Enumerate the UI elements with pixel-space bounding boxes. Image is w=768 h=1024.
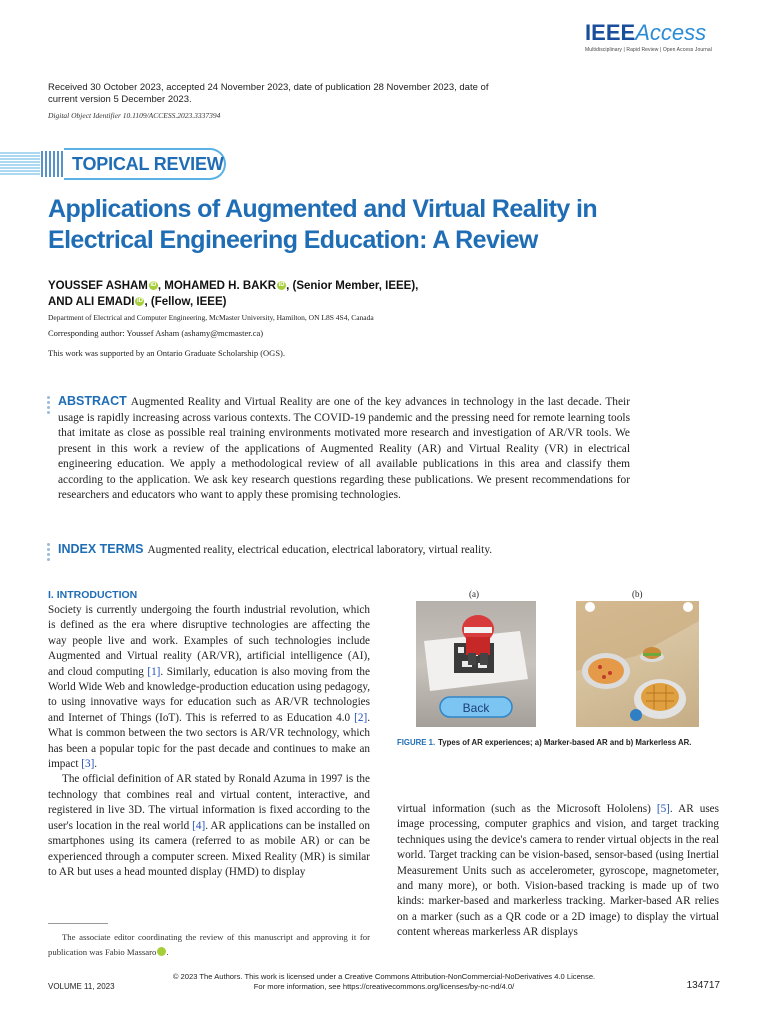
abstract-label: ABSTRACT	[58, 394, 127, 408]
figure-label-a: (a)	[469, 589, 479, 599]
left-column	[48, 603, 370, 880]
orcid-icon[interactable]: iD	[150, 282, 157, 288]
right-column: virtual information (such as the Microsoft Hololens) [5]. AR uses image processing, computer graphics and vision, and target tracking techniques using the device's camera to render virtual objects in the real world. Target tracking can be vision-based, sensor-based (using Inertial Measurement Units such as accelerometer, gyroscope, magnetometer, and many more), or both. Vision-based tracking is made up of two kinds: marker-based and markerless tracking. Marker-based AR relies on a marker (such as a QR code or a 2D image) to display the virtual content whereas markerless AR displays	[397, 803, 719, 939]
journal-logo	[585, 22, 712, 53]
abstract	[58, 394, 630, 504]
paragraph: Society is currently undergoing the fourth industrial revolution, which is defined as the era where disruptive technologies are affecting the way people live and work. Examples of such technologies include Augmented and Virtual reality (AR/VR), artificial intelligence (AI), and cloud computing [1]. Similarly, education is also moving from the World Wide Web and knowledge-production education using pedagogy, to using innovative ways for education such as AR/VR technologies and Internet of Things (IoT). This is referred to as Education 4.0 [2]. What is common between the two sectors is AR/VR technology, which has been a popular topic for the past decade and continues to make an impact [3].	[48, 604, 370, 771]
corresponding-author: Corresponding author: Youssef Asham (ashamy@mcmaster.ca)	[48, 328, 264, 338]
index-terms	[58, 542, 658, 558]
license-text: © 2023 The Authors. This work is licensed under a Creative Commons Attribution-NonCommercial-NoDerivatives 4.0 License.	[172, 972, 596, 981]
paper-title: Applications of Augmented and Virtual Reality in Electrical Engineering Education: A Review	[48, 195, 598, 254]
section-heading: I. INTRODUCTION	[48, 589, 138, 601]
author-2-note: , (Senior Member, IEEE),	[286, 280, 419, 292]
article-type: TOPICAL REVIEW	[72, 154, 224, 174]
author-3-note: , (Fellow, IEEE)	[144, 295, 227, 308]
citation-link[interactable]: [3]	[81, 758, 95, 771]
citation-link[interactable]: [1]	[147, 665, 161, 678]
logo-tagline: Multidisciplinary | Rapid Review | Open Access Journal	[585, 47, 712, 53]
footnote-rule	[48, 923, 108, 924]
index-terms-label: INDEX TERMS	[58, 542, 144, 556]
article-type-band	[0, 146, 230, 182]
abstract-dots-icon	[47, 396, 50, 416]
license-footer	[0, 972, 768, 992]
paragraph: The official definition of AR stated by Ronald Azuma in 1997 is the technology that combines real and virtual content, interactive, and registered in live 3D. The virtual information is fixed according to the user's location in the real world [4]. AR applications can be installed on smartphones using its camera (referred to as mobile AR) or can be experienced through a computer screen. Mixed Reality (MR) is similar to AR but uses a head mounted display (HMD) to display	[48, 773, 370, 878]
orcid-icon[interactable]: iD	[136, 297, 143, 304]
license-link[interactable]: For more information, see https://creativecommons.org/licenses/by-nc-nd/4.0/	[253, 982, 515, 991]
marker-based-ar-image	[416, 601, 536, 727]
figure-caption-text: Types of AR experiences; a) Marker-based AR and b) Markerless AR.	[438, 738, 692, 747]
logo-access: Access	[635, 20, 707, 45]
author-1: YOUSSEF ASHAM	[48, 280, 148, 292]
band-stripes-icon	[0, 150, 64, 178]
markerless-ar-illustration	[576, 601, 699, 727]
author-3: AND ALI EMADI	[48, 295, 135, 308]
index-terms-dots-icon	[47, 543, 50, 563]
figure-caption-label: FIGURE 1.	[397, 738, 436, 747]
markerless-ar-image	[576, 601, 699, 727]
affiliation: Department of Electrical and Computer Engineering, McMaster University, Hamilton, ON L8S 4S4, Canada	[48, 313, 374, 322]
index-terms-text: Augmented reality, electrical education, electrical laboratory, virtual reality.	[147, 544, 493, 556]
footnote: The associate editor coordinating the review of this manuscript and approving it for publication was Fabio Massaro iD.	[48, 932, 370, 957]
received-dates: Received 30 October 2023, accepted 24 November 2023, date of publication 28 November 2023, date of current version 5 December 2023.	[48, 82, 489, 105]
figure-caption	[397, 737, 719, 748]
abstract-text: Augmented Reality and Virtual Reality are one of the key advances in technology in the last decade. Their usage is rapidly increasing across various contexts. The COVID-19 pandemic and the pressing need for remote learning tools that imitate as close as possible real training environments motivated more research and investigation of AR/VR tools. We present in this work a review of the applications of Augmented Reality (AR) and Virtual Reality (VR) in electrical engineering education. We apply a methodological review of all available publications in this area and classify them according to the application. We ask key research questions regarding these publications. We present recommendations for researchers and educators who want to apply these promising technologies.	[58, 396, 630, 501]
orcid-icon[interactable]: iD	[157, 947, 166, 956]
figure-label-b: (b)	[632, 589, 643, 599]
funding-note: This work was supported by an Ontario Graduate Scholarship (OGS).	[48, 348, 286, 358]
orcid-icon[interactable]: iD	[278, 282, 285, 288]
volume-info: VOLUME 11, 2023	[48, 982, 115, 991]
citation-link[interactable]: [2]	[354, 711, 368, 724]
author-list: YOUSSEF ASHAM iD , MOHAMED H. BAKR iD , (Senior Member, IEEE), AND ALI EMADI iD , (Fellow, IEEE)	[48, 280, 419, 308]
author-2: MOHAMED H. BAKR	[164, 280, 277, 292]
back-button[interactable]: Back	[462, 701, 490, 715]
page-number: 134717	[686, 980, 720, 991]
citation-link[interactable]: [4]	[192, 819, 206, 832]
doi: Digital Object Identifier 10.1109/ACCESS.2023.3337394	[48, 111, 221, 120]
citation-link[interactable]: [5]	[656, 803, 670, 815]
logo-ieee: IEEE	[585, 20, 636, 45]
